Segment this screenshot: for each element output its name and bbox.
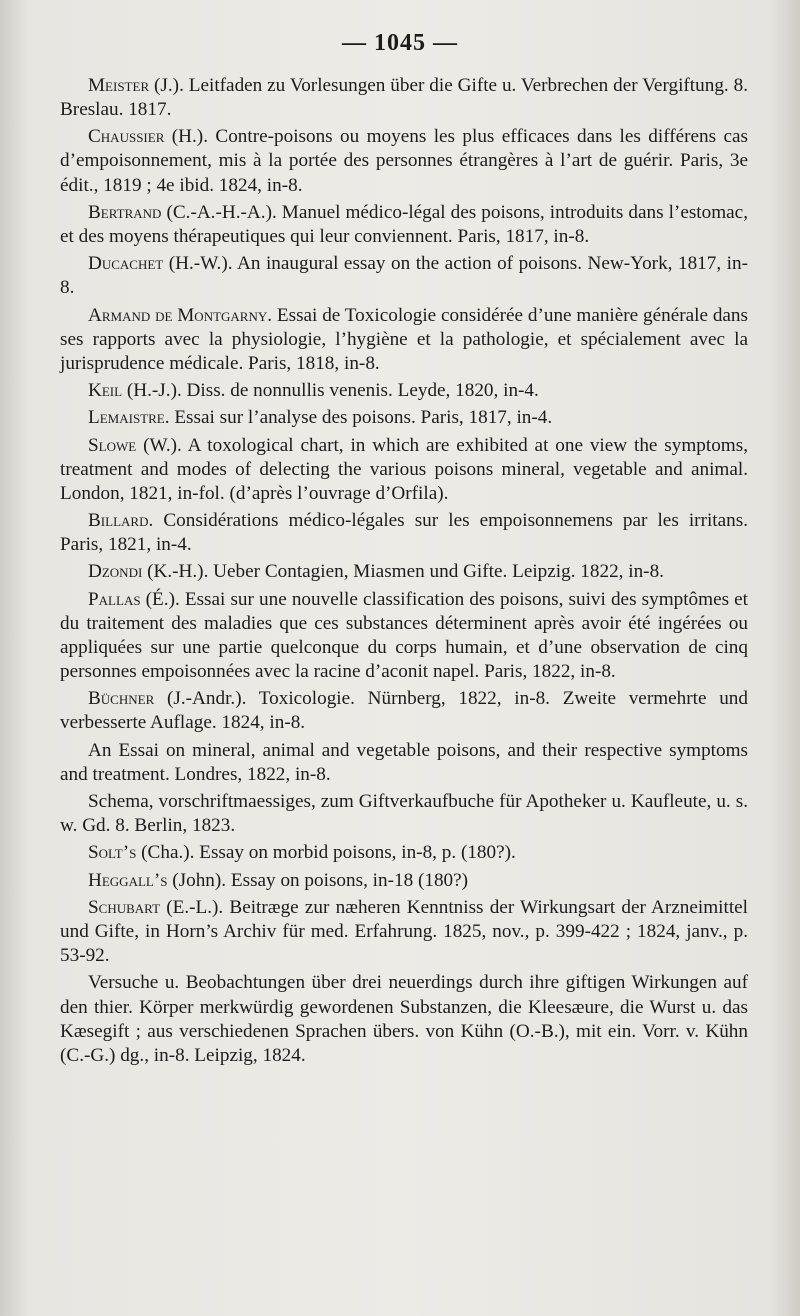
- bibliography-entry: [60, 201, 748, 249]
- bibliography-entry: [60, 379, 748, 403]
- entry-author: Pallas: [88, 588, 141, 610]
- entry-author: Schubart: [88, 897, 161, 918]
- page-number: — 1045 —: [342, 30, 458, 56]
- bibliography-entry: [60, 252, 748, 300]
- entry-author: Billard: [88, 510, 149, 532]
- bibliography-entry: [60, 841, 748, 865]
- bibliography-entry: [60, 406, 748, 430]
- entry-text: (John). Essay on poisons, in-18 (180?): [167, 869, 469, 891]
- bibliography-entry: [60, 509, 748, 557]
- entry-text: An Essai on mineral, animal and vegetable poisons, and their respective symptoms and treatment. Londres, 1822, in-8.: [60, 739, 748, 785]
- bibliography-entry: [60, 74, 748, 122]
- entry-text: (H.-W.). An inaugural essay on the action of poisons. New-York, 1817, in-8.: [60, 253, 748, 299]
- entry-author: Armand de Montgarny: [88, 304, 268, 326]
- entry-text: (J.). Leitfaden zu Vorlesungen über die Gifte u. Verbrechen der Vergiftung. 8. Breslau. 1817.: [60, 75, 748, 121]
- entry-author: Ducachet: [88, 253, 164, 275]
- entry-author: Meister: [88, 75, 150, 96]
- entry-text: . Essai sur l’analyse des poisons. Paris, 1817, in-4.: [164, 407, 553, 429]
- entry-author: Slowe: [88, 434, 137, 456]
- bibliography-entry: [60, 869, 748, 893]
- entry-text: (É.). Essai sur une nouvelle classification des poisons, suivi des symptômes et du traitement des maladies que ces substances déterminent après avoir été ingérées ou appliquées sur une partie quelconque du corps humain, et d’une observation de cinq personnes empoisonnées avec la racine d’aconit napel. Paris, 1822, in-8.: [60, 588, 748, 683]
- entry-text: Versuche u. Beobachtungen über drei neuerdings durch ihre giftigen Wirkungen auf den thier. Körper merkwürdig gewordenen Substanzen, die Kleesæure, die Wurst u. das Kæsegift ; aus verschiedenen Sprachen übers. von Kühn (O.-B.), mit ein. Vorr. v. Kühn (C.-G.) dg., in-8. Leipzig, 1824.: [60, 972, 748, 1066]
- entry-text: Schema, vorschriftmaessiges, zum Giftverkaufbuche für Apotheker u. Kaufleute, u. s. w. Gd. 8. Berlin, 1823.: [60, 791, 748, 837]
- entry-author: Lemaistre: [88, 407, 165, 429]
- entry-text: . Considérations médico-légales sur les empoisonnemens par les irritans. Paris, 1821, in-4.: [60, 510, 748, 556]
- entry-text: (K.-H.). Ueber Contagien, Miasmen und Gifte. Leipzig. 1822, in-8.: [142, 561, 664, 583]
- bibliography-entry: [60, 434, 748, 506]
- entry-author: Bertrand: [88, 201, 162, 223]
- entry-text: (J.-Andr.). Toxicologie. Nürnberg, 1822, in-8. Zweite vermehrte und verbesserte Auflage. 1824, in-8.: [60, 688, 748, 734]
- bibliography-entry: [60, 739, 748, 787]
- entry-text: . Essai de Toxicologie considérée d’une manière générale dans ses rapports avec la physiologie, l’hygiène et la pathologie, et spécialement avec la jurisprudence médicale. Paris, 1818, in-8.: [60, 304, 748, 374]
- entry-text: (H.). Contre-poisons ou moyens les plus efficaces dans les différens cas d’empoisonnement, mis à la portée des personnes étrangères à l’art de guérir. Paris, 3e édit., 1819 ; 4e ibid. 1824, in-8.: [60, 126, 748, 196]
- bibliography-list: [60, 74, 748, 1071]
- bibliography-entry: [60, 125, 748, 197]
- entry-text: (E.-L.). Beitræge zur næheren Kenntniss der Wirkungsart der Arzneimittel und Gifte, in Horn’s Archiv für med. Erfahrung. 1825, nov., p. 399-422 ; 1824, janv., p. 53-92.: [60, 897, 748, 967]
- entry-text: (W.). A toxological chart, in which are exhibited at one view the symptoms, treatment and modes of delecting the various poisons mineral, vegetable and animal. London, 1821, in-fol. (d’après l’ouvrage d’Orfila).: [60, 434, 748, 504]
- bibliography-entry: [60, 896, 748, 968]
- entry-author: Büchner: [88, 688, 155, 710]
- entry-text: (C.-A.-H.-A.). Manuel médico-légal des poisons, introduits dans l’estomac, et des moyens thérapeutiques qui leur conviennent. Paris, 1817, in-8.: [60, 201, 748, 247]
- entry-author: Dzondi: [88, 561, 143, 583]
- bibliography-entry: [60, 588, 748, 684]
- entry-author: Heggall’s: [88, 869, 168, 891]
- entry-text: (Cha.). Essay on morbid poisons, in-8, p. (180?).: [136, 842, 516, 864]
- bibliography-entry: [60, 971, 748, 1067]
- bibliography-entry: [60, 560, 748, 584]
- entry-author: Keil: [88, 380, 123, 402]
- bibliography-entry: [60, 687, 748, 735]
- bibliography-entry: [60, 790, 748, 838]
- entry-author: Chaussier: [88, 126, 165, 148]
- entry-author: Solt’s: [88, 842, 137, 864]
- entry-text: (H.-J.). Diss. de nonnullis venenis. Leyde, 1820, in-4.: [122, 380, 539, 402]
- bibliography-entry: [60, 304, 748, 376]
